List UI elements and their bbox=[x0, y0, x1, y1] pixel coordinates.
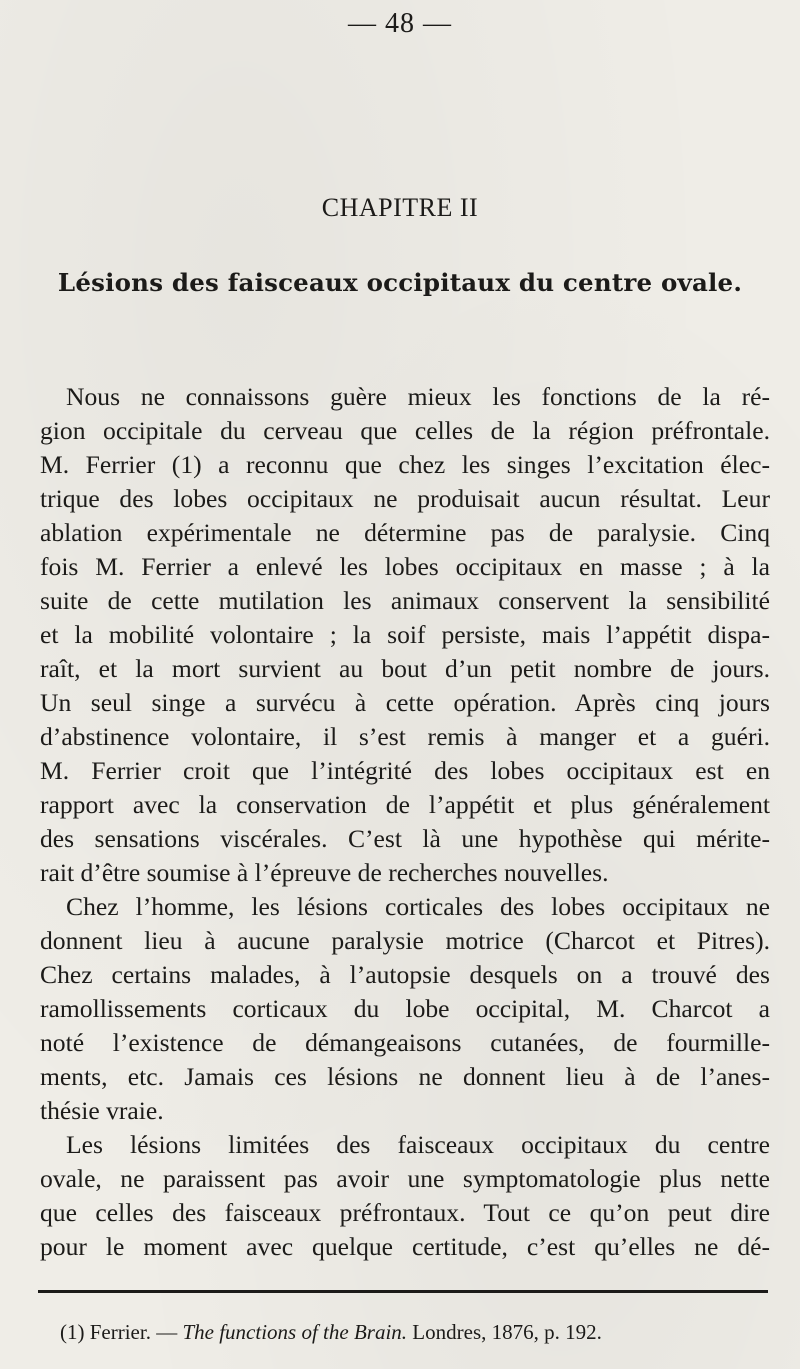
footnote-reference: Londres, 1876, p. 192. bbox=[412, 1320, 602, 1344]
footnote-title: The functions of the Brain. bbox=[182, 1320, 408, 1344]
footnote bbox=[60, 1320, 780, 1345]
text-line: donnent lieu à aucune paralysie motrice (Charcot et Pitres). bbox=[40, 926, 770, 955]
text-line: d’abstinence volontaire, il s’est remis à manger et a guéri. bbox=[40, 722, 770, 751]
text-line: ments, etc. Jamais ces lésions ne donnent lieu à de l’anes- bbox=[40, 1062, 770, 1091]
text-line: des sensations viscérales. C’est là une hypothèse qui mérite- bbox=[40, 824, 770, 853]
text-line: Chez l’homme, les lésions corticales des lobes occipitaux ne bbox=[66, 892, 770, 921]
text-line: suite de cette mutilation les animaux conservent la sensibilité bbox=[40, 586, 770, 615]
text-line: Chez certains malades, à l’autopsie desquels on a trouvé des bbox=[40, 960, 770, 989]
text-line: fois M. Ferrier a enlevé les lobes occipitaux en masse ; à la bbox=[40, 552, 770, 581]
text-line: raît, et la mort survient au bout d’un petit nombre de jours. bbox=[40, 654, 770, 683]
chapter-title: CHAPITRE II bbox=[321, 193, 479, 222]
text-line: M. Ferrier croit que l’intégrité des lobes occipitaux est en bbox=[40, 756, 770, 785]
text-line: rait d’être soumise à l’épreuve de recherches nouvelles. bbox=[40, 858, 609, 887]
text-line: ramollissements corticaux du lobe occipital, M. Charcot a bbox=[40, 994, 770, 1023]
footnote-marker: (1) Ferrier. — bbox=[60, 1320, 178, 1344]
text-line: Les lésions limitées des faisceaux occipitaux du centre bbox=[66, 1130, 770, 1159]
section-title: Lésions des faisceaux occipitaux du centre ovale. bbox=[57, 268, 743, 297]
text-line: ablation expérimentale ne détermine pas de paralysie. Cinq bbox=[40, 518, 770, 547]
text-line: thésie vraie. bbox=[40, 1096, 164, 1125]
text-line: trique des lobes occipitaux ne produisait aucun résultat. Leur bbox=[40, 484, 770, 513]
footnote-divider bbox=[38, 1290, 768, 1293]
text-line: que celles des faisceaux préfrontaux. Tout ce qu’on peut dire bbox=[40, 1198, 770, 1227]
page-number: — 48 — bbox=[348, 8, 452, 39]
text-line: gion occipitale du cerveau que celles de la région préfrontale. bbox=[40, 416, 770, 445]
text-line: rapport avec la conservation de l’appétit et plus généralement bbox=[40, 790, 770, 819]
text-line: noté l’existence de démangeaisons cutanées, de fourmille- bbox=[40, 1028, 770, 1057]
text-line: ovale, ne paraissent pas avoir une symptomatologie plus nette bbox=[40, 1164, 770, 1193]
text-line: pour le moment avec quelque certitude, c’est qu’elles ne dé- bbox=[40, 1232, 770, 1261]
body-text bbox=[40, 380, 770, 1264]
text-line: Un seul singe a survécu à cette opération. Après cinq jours bbox=[40, 688, 770, 717]
text-line: et la mobilité volontaire ; la soif persiste, mais l’appétit dispa- bbox=[40, 620, 770, 649]
text-line: M. Ferrier (1) a reconnu que chez les singes l’excitation élec- bbox=[40, 450, 770, 479]
text-line: Nous ne connaissons guère mieux les fonctions de la ré- bbox=[66, 382, 770, 411]
